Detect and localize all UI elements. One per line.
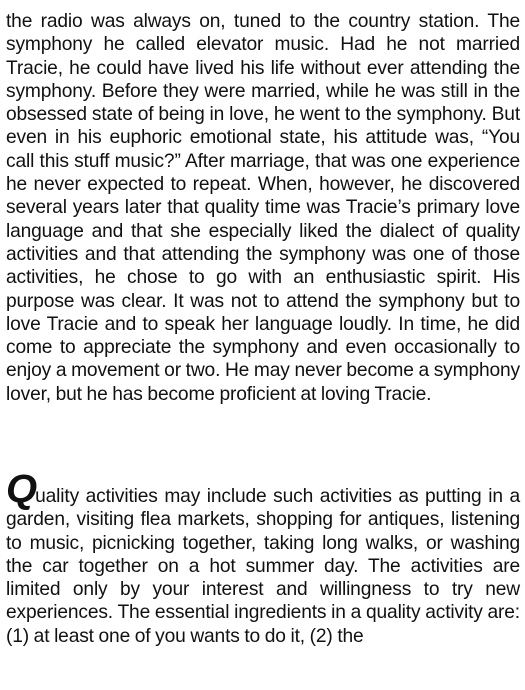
body-paragraph-symphony: the radio was always on, tuned to the country station. The symphony he called elevator music. Had he not married Tracie, he could have lived his life without ever attending the symphony. Before they were married, while he was still in the obsessed state of being in love, he went to the symphony. But even in his euphoric emotional state, his attitude was, “You call this stuff music?” After marriage, that was one experience he never expected to repeat. When, however, he discovered several years later that quality time was Tracie’s primary love language and that she especially liked the dialect of quality activities and that attending the symphony was one of those activities, he chose to go with an enthusiastic spirit. His purpose was clear. It was not to attend the symphony but to love Tracie and to speak her language loudly. In time, he did come to appreciate the symphony and even occasionally to enjoy a movement or two. He may never become a symphony lover, but he has become proficient at loving Tracie.: [6, 11, 520, 405]
paragraph-text: uality activities may include such activities as putting in a garden, visiting flea markets, shopping for antiques, listening to music, picnicking together, taking long walks, or washing the car together on a hot summer day. The activities are limited only by your interest and willingness to try new experiences. The essential ingredients in a quality activity are: (1) at least one of you wants to do it, (2) the: [6, 486, 520, 647]
body-paragraph-quality-activities: [6, 467, 520, 648]
drop-cap-initial: Q: [6, 467, 36, 511]
